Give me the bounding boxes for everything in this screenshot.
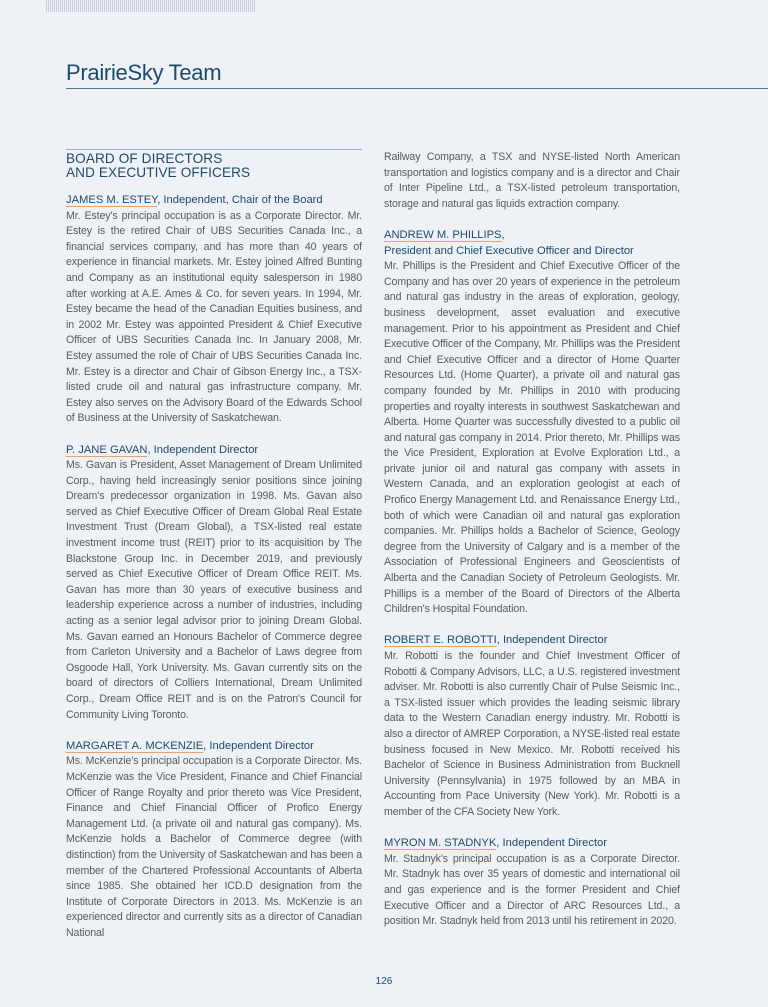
profile-heading bbox=[66, 739, 362, 755]
heading-line-2: AND EXECUTIVE OFFICERS bbox=[66, 164, 251, 180]
person-name: MYRON M. STADNYK bbox=[384, 837, 497, 850]
profile-gavan bbox=[66, 443, 362, 724]
profile-heading bbox=[66, 193, 362, 209]
person-name: MARGARET A. MCKENZIE bbox=[66, 739, 204, 752]
section-heading bbox=[66, 152, 362, 179]
person-name: ROBERT E. ROBOTTI bbox=[384, 634, 497, 647]
person-bio: Mr. Stadnyk's principal occupation is as a Corporate Director. Mr. Stadnyk has over 35 years of domestic and international oil and gas experience and is the former President and Chief Executive Officer and a Director of ARC Resources Ltd., a position Mr. Stadnyk held from 2013 until his retirement in 2020. bbox=[384, 852, 680, 928]
profile-robotti bbox=[384, 633, 680, 820]
person-bio: Mr. Estey's principal occupation is as a Corporate Director. Mr. Estey is the retired Chair of UBS Securities Canada Inc., a financial services company, and has more than 40 years of experience in financial markets. Mr. Estey joined Alfred Bunting and Company as an institutional equity salesperson in 1980 after working at A.E. Ames & Co. for seven years. In 1994, Mr. Estey became the head of the Canadian Equities business, and in 2002 Mr. Estey was appointed President & Chief Executive Officer of UBS Securities Canada Inc. In January 2008, Mr. Estey assumed the role of Chair of UBS Securities Canada Inc. Mr. Estey is a director and Chair of Gibson Energy Inc., a TSX-listed crude oil and natural gas infrastructure company. Mr. Estey also serves on the Advisory Board of the Edwards School of Business at the University of Saskatchewan. bbox=[66, 209, 362, 425]
barcode-decoration bbox=[46, 0, 256, 12]
person-role: , Independent Director bbox=[496, 837, 607, 850]
heading-divider bbox=[66, 149, 362, 150]
person-bio: Mr. Phillips is the President and Chief Executive Officer of the Company and has over 20 years of experience in the petroleum and natural gas industry in the areas of exploration, geology, business development, asset evaluation and executive management. Prior to his appointment as President and Chief Executive Officer of the Company, Mr. Phillips was the President and Chief Executive Officer and a director of Home Quarter Resources Ltd. (Home Quarter), a private oil and natural gas company founded by Mr. Phillips in 2010 with producing properties and royalty interests in southwest Saskatchewan and Alberta. Home Quarter was successfully divested to a public oil and natural gas company in 2014. Prior thereto, Mr. Phillips was the Vice President, Exploration at Evolve Exploration Ltd., a private junior oil and natural gas company with assets in Western Canada, and an exploration geologist at each of Profico Energy Management Ltd. and Renaissance Energy Ltd., both of which were Canadian oil and natural gas exploration companies. Mr. Phillips holds a Bachelor of Science, Geology degree from the University of Calgary and is a member of the Association of Professional Engineers and Geoscientists of Alberta and the Canadian Society of Petroleum Geologists. Mr. Phillips is a member of the Board of Directors of the Alberta Children's Hospital Foundation. bbox=[384, 260, 680, 616]
person-name: P. JANE GAVAN bbox=[66, 443, 148, 456]
profile-heading bbox=[384, 836, 680, 852]
person-role: , Independent Director bbox=[203, 739, 314, 752]
page-title: PrairieSky Team bbox=[66, 60, 222, 85]
person-bio: Mr. Robotti is the founder and Chief Investment Officer of Robotti & Company Advisors, LLC, a U.S. registered investment adviser. Mr. Robotti is also currently Chair of Pulse Seismic Inc., a TSX-listed issuer which provides the leading seismic library data to the Western Canadian energy industry. Mr. Robotti is also a director of AMREP Corporation, a NYSE-listed real estate business focused in New Mexico. Mr. Robotti received his Bachelor of Science in Business Administration from Bucknell University (Pennsylvania) in 1975 followed by an MBA in Accounting from Pace University (New York). Mr. Robotti is a member of the CFA Society New York. bbox=[384, 650, 680, 818]
person-bio: Ms. McKenzie's principal occupation is a Corporate Director. Ms. McKenzie was the Vice President, Finance and Chief Financial Officer of Range Royalty and prior thereto was Vice President, Finance and Chief Financial Officer of Profico Energy Management Ltd. (a private oil and natural gas company). Ms. McKenzie holds a Bachelor of Commerce degree (with distinction) from the University of Saskatchewan and has been a member of the Chartered Professional Accountants of Alberta since 1985. She obtained her ICD.D designation from the Institute of Corporate Directors in 2013. Ms. McKenzie is an experienced director and currently sits as a director of Canadian National bbox=[66, 755, 362, 939]
person-bio-continued: Railway Company, a TSX and NYSE-listed North American transportation and logistics company and is a director and Chair of Inter Pipeline Ltd., a TSX-listed petroleum transportation, storage and natural gas liquids extraction company. bbox=[384, 151, 680, 210]
board-heading-block bbox=[66, 149, 362, 179]
page-number: 126 bbox=[375, 975, 393, 987]
profile-estey bbox=[66, 193, 362, 427]
profile-mckenzie bbox=[66, 739, 362, 942]
right-column bbox=[384, 149, 680, 930]
person-role: , Independent Director bbox=[147, 443, 259, 456]
person-name: JAMES M. ESTEY bbox=[66, 194, 158, 206]
title-divider bbox=[66, 88, 768, 89]
profile-heading bbox=[66, 443, 362, 459]
profile-stadnyk bbox=[384, 836, 680, 930]
profile-mckenzie-continued bbox=[384, 150, 680, 212]
person-bio: Ms. Gavan is President, Asset Management of Dream Unlimited Corp., having held increasingly senior positions since joining Dream's predecessor organization in 1998. Ms. Gavan also served as Chief Executive Officer of Dream Global Real Estate Investment Trust (Dream Global), a TSX-listed real estate investment income trust (REIT) prior to its acquisition by The Blackstone Group Inc. in December 2019, and previously served as Chief Executive Officer of Dream Office REIT. Ms. Gavan has more than 30 years of executive business and leadership experience across a number of industries, including acting as a senior legal advisor prior to joining Dream Global. Ms. Gavan earned an Honours Bachelor of Commerce degree from Carleton University and a Bachelor of Laws degree from Osgoode Hall, York University. Ms. Gavan currently sits on the board of directors of Colliers International, Dream Unlimited Corp., Dream Office REIT and is on the Patron's Council for Community Living Toronto. bbox=[66, 459, 362, 721]
left-column bbox=[66, 149, 362, 942]
profile-heading bbox=[384, 228, 680, 244]
person-role: , Independent Director bbox=[496, 634, 608, 647]
profile-heading bbox=[384, 633, 680, 649]
person-role: , bbox=[501, 228, 505, 241]
person-name: ANDREW M. PHILLIPS bbox=[384, 228, 502, 241]
person-role: , Independent, Chair of the Board bbox=[157, 194, 323, 206]
person-title: President and Chief Executive Officer and Director bbox=[384, 244, 634, 257]
profile-phillips bbox=[384, 228, 680, 618]
heading-line-1: BOARD OF DIRECTORS bbox=[66, 151, 223, 166]
